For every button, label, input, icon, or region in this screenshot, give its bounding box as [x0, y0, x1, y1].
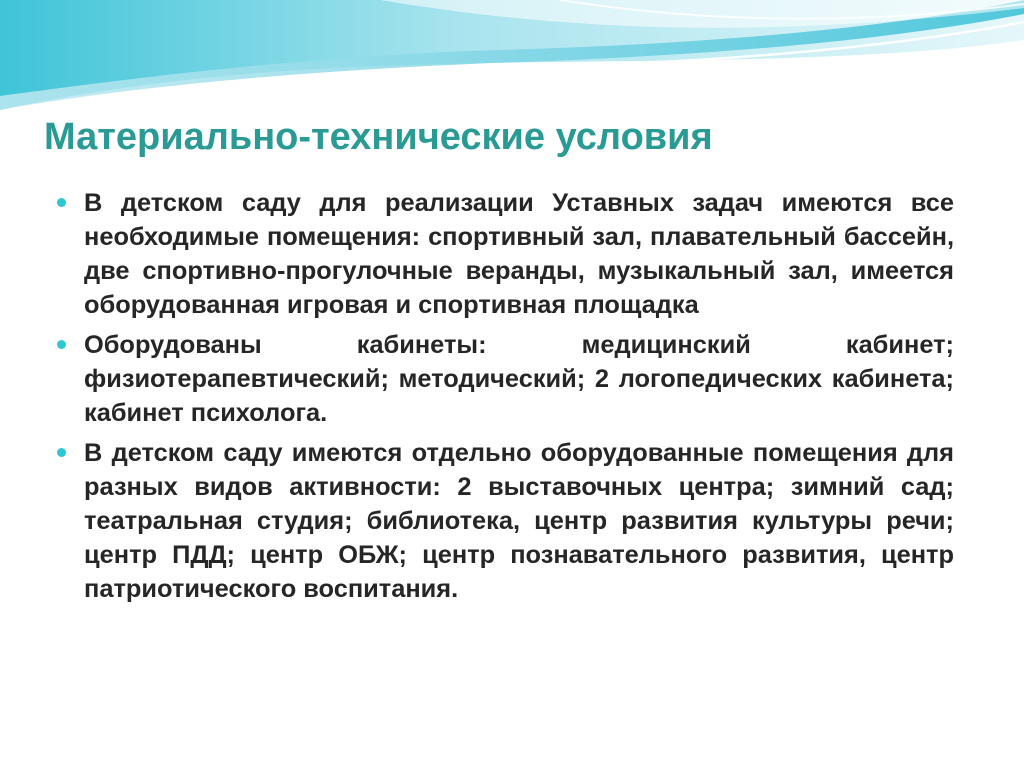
slide-title: Материально-технические условия	[44, 116, 713, 158]
bullet-text: В детском саду для реализации Уставных задач имеются все необходимые помещения: спортивный зал, плавательный бассейн, две спортивно-прогулочные веранды, музыкальный зал, имеется оборудованная игровая и спортивная площадка	[84, 189, 954, 319]
bullet-item	[58, 436, 954, 606]
bullet-item	[58, 328, 954, 430]
bullet-list	[58, 186, 954, 612]
bullet-text: Оборудованы кабинеты: медицинский кабинет; физиотерапевтический; методический; 2 логопедических кабинета; кабинет психолога.	[84, 331, 954, 427]
bullet-text: В детском саду имеются отдельно оборудованные помещения для разных видов активности: 2 выставочных центра; зимний сад; театральная студия; библиотека, центр развития культуры речи; центр ПДД; центр ОБЖ; центр познавательного развития, центр патриотического воспитания.	[84, 439, 954, 603]
header-wave-decoration	[0, 0, 1024, 130]
bullet-dot-icon	[57, 448, 66, 457]
bullet-dot-icon	[57, 340, 66, 349]
bullet-item	[58, 186, 954, 322]
bullet-dot-icon	[57, 198, 66, 207]
